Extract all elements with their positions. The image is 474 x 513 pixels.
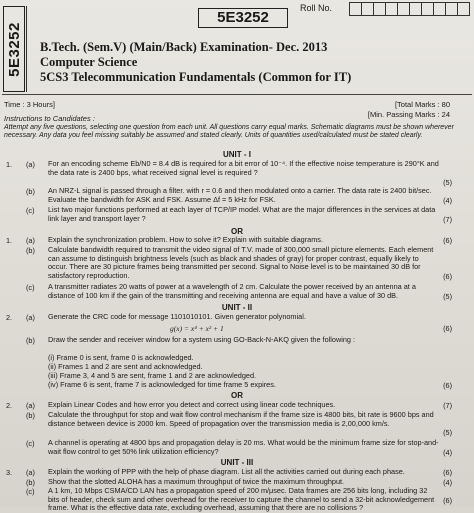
roll-number-label: Roll No.	[300, 3, 333, 13]
question-marks: (5)	[443, 428, 452, 437]
question-marks: (4)	[443, 478, 452, 487]
question-part: (a)	[26, 160, 35, 169]
question-marks: (6)	[443, 324, 452, 333]
question-text: For an encoding scheme Eb/N0 = 8.4 dB is required for a bit error of 10⁻⁴. If the effective noise temperature is 290°K and the data rate is 2400 bps, what received signal level is required ?	[48, 159, 439, 177]
question-text: Generate the CRC code for message 1101010101. Given generator polynomial.	[48, 312, 306, 321]
question-marks: (6)	[443, 381, 452, 390]
question-marks: (7)	[443, 401, 452, 410]
question-part: (b)	[26, 246, 35, 255]
paper-code: 5E3252	[198, 8, 288, 28]
question-marks: (6)	[443, 468, 452, 477]
roll-number-boxes	[350, 2, 470, 16]
instructions-title: Instructions to Candidates :	[4, 114, 95, 123]
question-number: 1.	[6, 236, 13, 245]
sub-item: (iv) Frame 6 is sent, frame 7 is acknowledged for time frame 5 expires.	[48, 380, 276, 389]
question-number: 3.	[6, 468, 13, 477]
header-rule	[2, 94, 472, 95]
branch-title: Computer Science	[40, 55, 138, 69]
question-part: (b)	[26, 478, 35, 487]
question-marks: (4)	[443, 448, 452, 457]
question-text: Explain the synchronization problem. How to solve it? Explain with suitable diagrams.	[48, 235, 323, 244]
or-separator: OR	[231, 391, 243, 400]
sub-item: (iii) Frame 3, 4 and 5 are sent, frame 1 and 2 are acknowledged.	[48, 371, 257, 380]
question-text: Draw the sender and receiver window for a system using GO-Back-N-AKQ given the following :	[48, 335, 356, 344]
unit-3-heading: UNIT - III	[220, 458, 254, 467]
question-number: 2.	[6, 313, 13, 322]
question-part: (a)	[26, 313, 35, 322]
question-part: (c)	[26, 206, 35, 215]
question-text: Calculate the throughput for stop and wait flow control mechanism if the frame size is 4800 bits, bit rate is 9600 bps and distance between device is 2000 km. Speed of propagation over the transmission media is 2,00,000 km/s.	[48, 410, 434, 428]
question-part: (c)	[26, 283, 35, 292]
question-text: Show that the slotted ALOHA has a maximum throughput of twice the maximum throughput.	[48, 477, 345, 486]
question-marks: (5)	[443, 178, 452, 187]
unit-2-heading: UNIT - II	[221, 303, 253, 312]
question-part: (c)	[26, 487, 35, 496]
instructions-text: Attempt any five questions, selecting one question from each unit. All questions carry equal marks. Schematic diagrams must be shown wherever necessary. Any data you feel missing suitably be assumed and stated clearly. Units of quantities used/calculated must be stated clearly.	[4, 124, 454, 140]
question-marks: (6)	[443, 236, 452, 245]
subject-title: 5CS3 Telecommunication Fundamentals (Common for IT)	[40, 70, 352, 84]
question-marks: (6)	[443, 496, 452, 505]
generator-polynomial: g(x) = x⁴ + x² + 1	[170, 324, 224, 333]
exam-title: B.Tech. (Sem.V) (Main/Back) Examination- Dec. 2013	[40, 40, 328, 54]
or-separator: OR	[231, 227, 243, 236]
time-allowed: Time : 3 Hours]	[4, 100, 55, 109]
side-paper-code-box	[3, 6, 25, 92]
question-text: List two major functions performed at each layer of TCP/IP model. What are the major differences in the services at data link layer and transport layer ?	[48, 205, 436, 223]
question-part: (b)	[26, 187, 35, 196]
unit-1-heading: UNIT - I	[223, 150, 251, 159]
question-number: 2.	[6, 401, 13, 410]
question-part: (a)	[26, 401, 35, 410]
question-marks: (7)	[443, 215, 452, 224]
total-marks: [Total Marks : 80	[394, 100, 450, 109]
passing-marks: [Min. Passing Marks : 24	[367, 110, 450, 119]
question-marks: (4)	[443, 196, 452, 205]
question-part: (a)	[26, 236, 35, 245]
question-marks: (5)	[443, 292, 452, 301]
question-part: (b)	[26, 411, 35, 420]
question-text: A transmitter radiates 20 watts of power at a wavelength of 2 cm. Calculate the power received by an antenna at a distance of 100 km if the gain of the transmitting and receiving antenna are equal and have a value of 30 dB.	[48, 282, 416, 300]
question-part: (c)	[26, 439, 35, 448]
sub-item: (i) Frame 0 is sent, frame 0 is acknowledged.	[48, 353, 194, 362]
question-text: Explain Linear Codes and how error you detect and correct using linear code techniques.	[48, 400, 336, 409]
question-text: An NRZ-L signal is passed through a filter. with r = 0.6 and then modulated onto a carrier. The data rate is 2400 bit/sec. Evaluate the bandwidth for ASK and FSK. Assume Δf = 5 kHz for FSK.	[48, 186, 432, 204]
question-number: 1.	[6, 160, 13, 169]
question-text: A channel is operating at 4800 bps and propagation delay is 20 ms. What would be the minimum frame size for stop-and-wait flow control to get 50% link utilization efficiency?	[48, 438, 439, 456]
side-paper-code: 5E3252	[5, 21, 23, 77]
sub-item: (ii) Frames 1 and 2 are sent and acknowledged.	[48, 362, 203, 371]
question-text: Calculate bandwidth required to transmit the video signal of T.V. made of 300,000 small picture elements. Each element can assume to distinguish brightness levels (such as black and shades of gray) for proper contrast, equally likely to occur. There are 30 picture frames being transmitted per second. Signal to Noise level is to be maintained 30 dB for satisfactory reproduction.	[48, 245, 434, 280]
question-part: (a)	[26, 468, 35, 477]
question-marks: (6)	[443, 272, 452, 281]
question-part: (b)	[26, 336, 35, 345]
question-text: A 1 km, 10 Mbps CSMA/CD LAN has a propagation speed of 200 m/μsec. Data frames are 256 bits long, including 32 bits of header, check sum and other overhead for the receiver to capture the channel to send a 32-bit acknowledgement frame. What is the effective data rate, excluding overhead, assuming that there are no collisions ?	[48, 486, 435, 513]
side-divider	[26, 6, 27, 92]
question-text: Explain the working of PPP with the help of phase diagram. List all the activities carried out during each phase.	[48, 467, 405, 476]
